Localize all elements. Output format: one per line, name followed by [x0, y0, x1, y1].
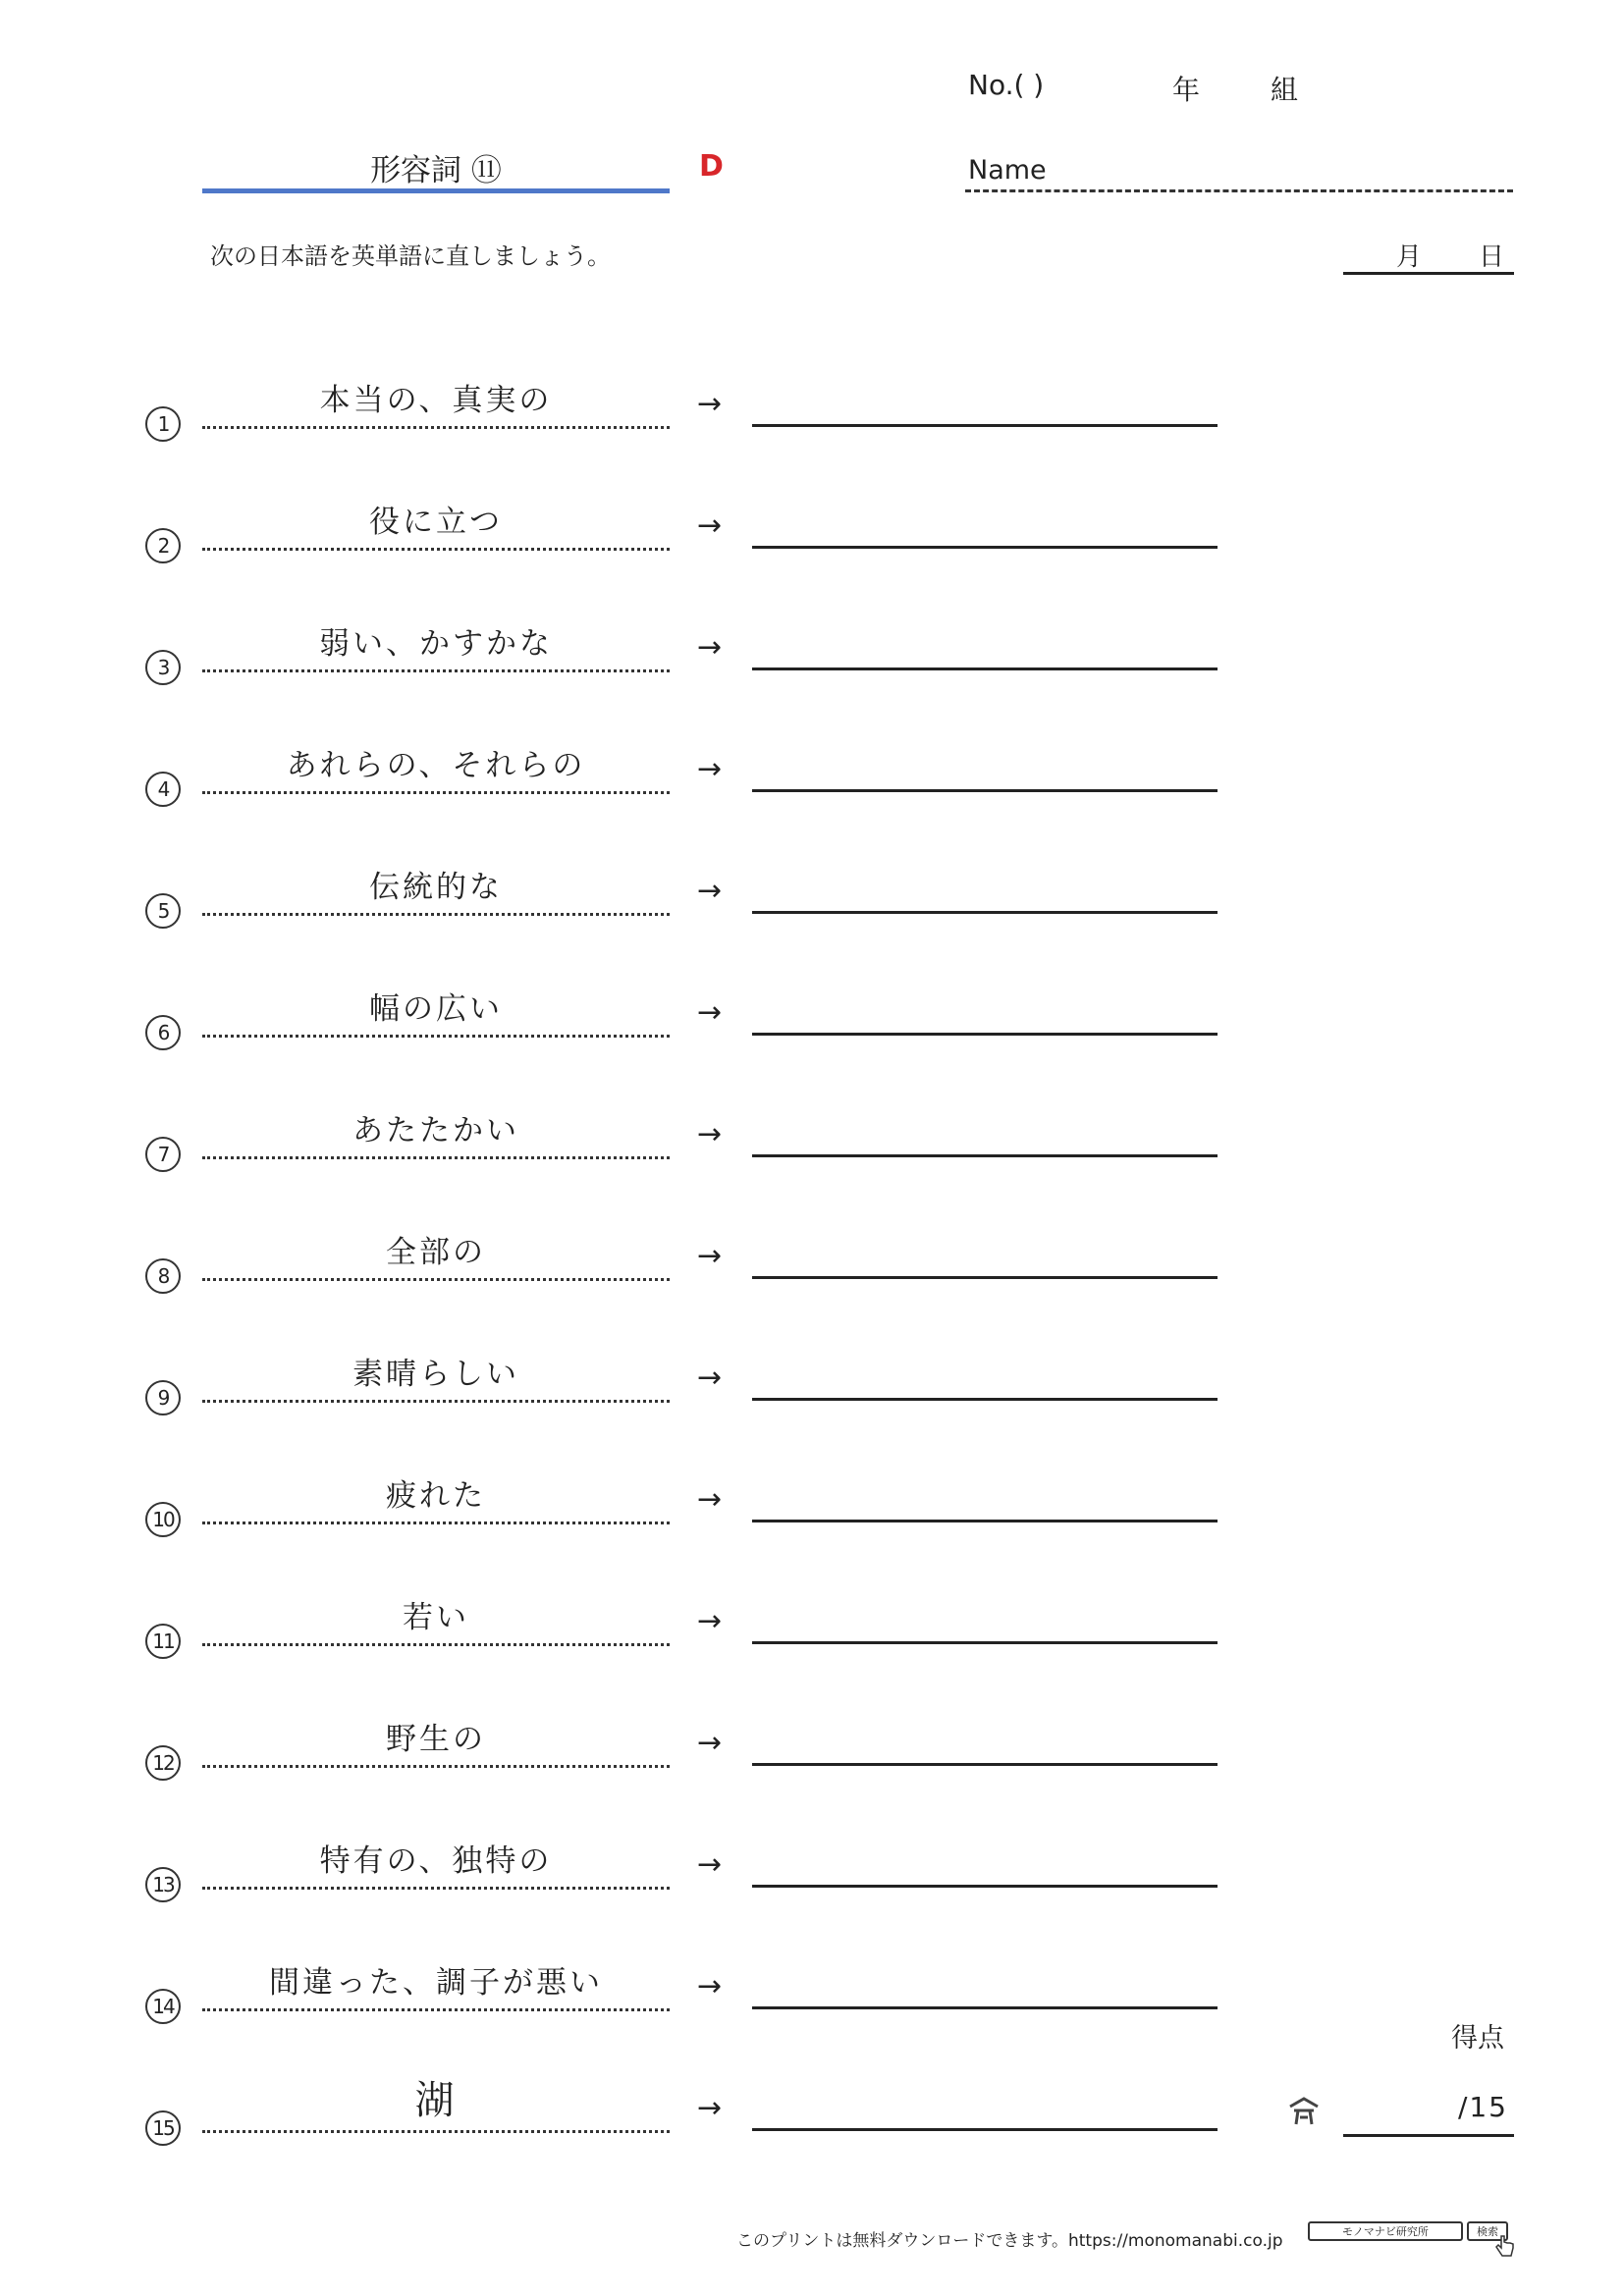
- arrow-icon: →: [697, 1969, 723, 2003]
- prompt-dotted-line: [202, 1035, 670, 1038]
- month-label: 月: [1396, 242, 1423, 272]
- answer-field[interactable]: [752, 546, 1218, 549]
- answer-field[interactable]: [752, 1520, 1218, 1522]
- question-row: [0, 1580, 1624, 1702]
- arrow-icon: →: [697, 1847, 723, 1882]
- japanese-prompt: 疲れた: [386, 1478, 486, 1514]
- japanese-prompt: 野生の: [386, 1722, 486, 1757]
- footer-text: このプリントは無料ダウンロードできます。https://monomanabi.co.jp: [736, 2231, 1283, 2251]
- answer-field[interactable]: [752, 1885, 1218, 1888]
- score-total: /15: [1457, 2091, 1508, 2123]
- question-number: 14: [145, 1989, 181, 2024]
- arrow-icon: →: [697, 1361, 723, 1395]
- prompt-dotted-line: [202, 2008, 670, 2011]
- prompt-dotted-line: [202, 548, 670, 551]
- japanese-prompt: あたたかい: [352, 1113, 519, 1148]
- japanese-prompt: あれらの、それらの: [286, 748, 586, 783]
- answer-field[interactable]: [752, 667, 1218, 670]
- question-row: [0, 1459, 1624, 1580]
- japanese-prompt: 全部の: [386, 1235, 486, 1270]
- prompt-dotted-line: [202, 1643, 670, 1646]
- class-label: 組: [1271, 74, 1299, 106]
- question-number: 4: [145, 772, 181, 807]
- question-row: [0, 1337, 1624, 1459]
- question-number: 10: [145, 1502, 181, 1537]
- arrow-icon: →: [697, 1117, 723, 1151]
- answer-field[interactable]: [752, 1763, 1218, 1766]
- japanese-prompt: 本当の、真実の: [319, 383, 553, 418]
- arrow-icon: →: [697, 995, 723, 1030]
- prompt-dotted-line: [202, 2130, 670, 2133]
- flower-stamp-icon: [1286, 2093, 1322, 2128]
- japanese-prompt: 湖: [414, 2078, 458, 2123]
- japanese-prompt: 幅の広い: [369, 991, 503, 1027]
- arrow-icon: →: [697, 1239, 723, 1273]
- year-label: 年: [1172, 74, 1201, 106]
- arrow-icon: →: [697, 2091, 723, 2125]
- prompt-dotted-line: [202, 791, 670, 794]
- japanese-prompt: 弱い、かすかな: [319, 626, 553, 662]
- question-number: 7: [145, 1137, 181, 1172]
- arrow-icon: →: [697, 1482, 723, 1517]
- question-number: 6: [145, 1015, 181, 1050]
- japanese-prompt: 素晴らしい: [352, 1357, 519, 1392]
- question-number: 3: [145, 650, 181, 685]
- date-field[interactable]: [1343, 272, 1514, 275]
- question-row: [0, 1094, 1624, 1215]
- japanese-prompt: 若い: [403, 1600, 469, 1635]
- arrow-icon: →: [697, 508, 723, 543]
- arrow-icon: →: [697, 630, 723, 665]
- level-badge: D: [699, 149, 724, 184]
- question-number: 11: [145, 1624, 181, 1659]
- prompt-dotted-line: [202, 1765, 670, 1768]
- question-number: 9: [145, 1380, 181, 1415]
- japanese-prompt: 伝統的な: [369, 870, 503, 905]
- question-number: 15: [145, 2110, 181, 2146]
- answer-field[interactable]: [752, 1398, 1218, 1401]
- search-button[interactable]: 検索: [1467, 2221, 1508, 2241]
- answer-field[interactable]: [752, 1276, 1218, 1279]
- answer-field[interactable]: [752, 789, 1218, 792]
- question-number: 1: [145, 406, 181, 442]
- question-row: [0, 2067, 1624, 2189]
- arrow-icon: →: [697, 1726, 723, 1760]
- answer-field[interactable]: [752, 2128, 1218, 2131]
- name-field[interactable]: [965, 189, 1513, 192]
- question-number: 8: [145, 1258, 181, 1294]
- worksheet-title: 形容詞 ⑪: [370, 153, 502, 188]
- arrow-icon: →: [697, 752, 723, 786]
- prompt-dotted-line: [202, 1522, 670, 1524]
- question-number: 13: [145, 1867, 181, 1902]
- answer-field[interactable]: [752, 911, 1218, 914]
- site-name-box: モノマナビ研究所: [1308, 2221, 1463, 2241]
- question-number: 5: [145, 893, 181, 929]
- question-row: [0, 363, 1624, 485]
- japanese-prompt: 特有の、独特の: [319, 1843, 553, 1879]
- arrow-icon: →: [697, 1604, 723, 1638]
- arrow-icon: →: [697, 874, 723, 908]
- prompt-dotted-line: [202, 913, 670, 916]
- title-underline: [202, 188, 670, 193]
- prompt-dotted-line: [202, 1156, 670, 1159]
- prompt-dotted-line: [202, 1278, 670, 1281]
- score-label: 得点: [1451, 2023, 1504, 2054]
- question-row: [0, 850, 1624, 972]
- question-row: [0, 1215, 1624, 1337]
- question-row: [0, 972, 1624, 1094]
- question-row: [0, 1946, 1624, 2067]
- prompt-dotted-line: [202, 1400, 670, 1403]
- prompt-dotted-line: [202, 669, 670, 672]
- japanese-prompt: 間違った、調子が悪い: [269, 1965, 603, 2001]
- answer-field[interactable]: [752, 1154, 1218, 1157]
- question-row: [0, 1824, 1624, 1946]
- prompt-dotted-line: [202, 1887, 670, 1890]
- number-field-label: No.( ): [968, 69, 1045, 101]
- instruction-text: 次の日本語を英単語に直しましょう。: [210, 242, 611, 270]
- answer-field[interactable]: [752, 1641, 1218, 1644]
- question-row: [0, 607, 1624, 728]
- answer-field[interactable]: [752, 2006, 1218, 2009]
- day-label: 日: [1479, 242, 1505, 272]
- name-label: Name: [968, 155, 1047, 186]
- pointer-hand-icon: [1495, 2234, 1515, 2258]
- arrow-icon: →: [697, 387, 723, 421]
- question-number: 12: [145, 1745, 181, 1781]
- answer-field[interactable]: [752, 1033, 1218, 1036]
- score-field[interactable]: [1343, 2134, 1514, 2137]
- question-row: [0, 485, 1624, 607]
- question-row: [0, 1702, 1624, 1824]
- answer-field[interactable]: [752, 424, 1218, 427]
- prompt-dotted-line: [202, 426, 670, 429]
- japanese-prompt: 役に立つ: [369, 505, 503, 540]
- question-number: 2: [145, 528, 181, 563]
- question-row: [0, 728, 1624, 850]
